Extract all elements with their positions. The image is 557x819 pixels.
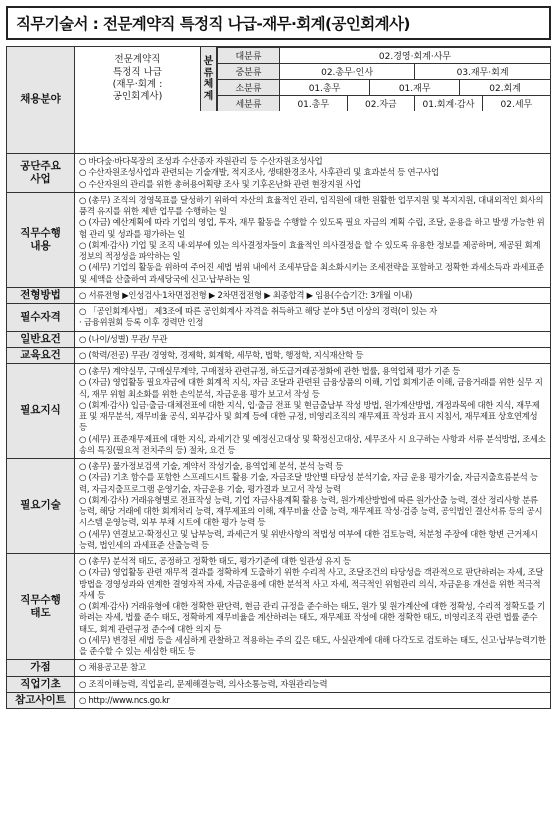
- section-row: [7, 459, 551, 554]
- section-label: 필수자격: [7, 304, 75, 332]
- section-item: ○ 수산자원의 관리를 위한 총허용어획량 조사 및 기후온난화 관련 현장지원 사업: [79, 178, 362, 189]
- section-content: [75, 287, 551, 303]
- classification-level-label: 소분류: [218, 80, 280, 96]
- section-label: 직업기초: [7, 676, 75, 692]
- section-content: [75, 347, 551, 363]
- section-row: [7, 364, 551, 459]
- section-item: ○ (세무) 변경된 세법 등을 세심하게 관찰하고 적용하는 주의 깊은 태도, 사실관계에 대해 다각도로 검토하는 태도, 신고·납부능력기한을 준수할 수 있는 세심한 태도 등: [79, 634, 546, 656]
- section-item: ○ (자금) 예산계획에 따라 기업의 영업, 투자, 재무 활동을 수행할 수 있도록 필요 자금의 계획 수립, 조달, 운용을 하고 발생 가능한 위험 관리 및 성과를 평가하는 일: [79, 217, 545, 239]
- section-item: ○ (회계·감사) 입금·출금·대체전표에 대한 지식, 입·출금 전표 및 현금출납부 작성 방법, 원가계산방법, 개정과목에 대한 지식, 재무제표 및 재무분석, 재무비율 공식, 외부감사 및 회계 등에 대한 규정, 비영리조직의 재무제표 작성과 표시 지침서, 재무제표 상호연계성 등: [79, 399, 540, 433]
- category-system-char: 계: [203, 90, 214, 102]
- section-label: 참고사이트: [7, 692, 75, 708]
- section-content: [75, 554, 551, 660]
- classification-value: 02.총무·인사: [280, 64, 415, 80]
- section-item: ○ 조직이해능력, 직업윤리, 문제해결능력, 의사소통능력, 자원관리능력: [79, 678, 328, 689]
- category-system-char: 체: [203, 79, 214, 90]
- section-item: ○ (세무) 표준재무제표에 대한 지식, 과세기간 및 예정신고대상 및 확정신고대상, 세무조사 시 요구하는 사항과 서류 분석방법, 조세소송의 특징(필요적 전치주의 등) 절차, 요건 등: [79, 433, 546, 455]
- section-content: [75, 192, 551, 287]
- section-item: ○ (자금) 영업활동 필요자금에 대한 회계적 지식, 자금 조달과 관련된 금융상품의 이해, 기업 회계기준 이해, 금융거래를 위한 실무 지식, 재무 위험 최소화를 위한 손익분석, 자금운용 평가 보고서 작성 등: [79, 377, 543, 399]
- section-item: ○ 채용공고문 참고: [79, 662, 146, 673]
- section-item: ○ 서류전형 ▶인성검사·1차면접전형 ▶ 2차면접전형 ▶ 최종합격 ▶ 임용(수습기간: 3개월 이내): [79, 289, 413, 300]
- section-row: [7, 660, 551, 676]
- section-item: ○ (총무) 분석적 태도, 공정하고 정확한 태도, 평가기준에 대한 일관성 유지 등: [79, 556, 351, 566]
- classification-value: 01.회계·감사: [415, 96, 483, 112]
- classification-level-row: [218, 96, 551, 112]
- section-content: [75, 676, 551, 692]
- section-label: 교육요건: [7, 347, 75, 363]
- classification-value: 01.총무: [280, 80, 370, 96]
- section-row: [7, 554, 551, 660]
- classification-value: 01.재무: [370, 80, 460, 96]
- section-content: [75, 364, 551, 459]
- section-item: ○ (학력/전공) 무관/ 경영학, 경제학, 회계학, 세무학, 법학, 행정학, 지식재산학 등: [79, 349, 364, 360]
- job-name-line: (재무·회계 :: [112, 79, 163, 90]
- section-row: [7, 676, 551, 692]
- section-item: ○ http://www.ncs.go.kr: [79, 694, 170, 705]
- job-name-line: 특정직 나급: [113, 66, 162, 78]
- section-row: [7, 304, 551, 332]
- section-item: ○ (나이/성별) 무관/ 무관: [79, 333, 168, 344]
- section-item: ○ 바다숲·바다목장의 조성과 수산종자 자원관리 등 수산자원조성사업: [79, 156, 323, 166]
- document-title: 직무기술서 : 전문계약직 특정직 나급-재무·회계(공인회계사): [6, 6, 551, 40]
- section-row: [7, 692, 551, 708]
- section-item: ○ (자금) 영업활동 관련 재무적 결과를 정확하게 도출하기 위한 수리적 사고, 조달조건의 타당성을 객관적으로 판단하려는 자세, 조달방법을 경영성과와 연계한 결영자적 자세, 자금운용에 대한 분석적 사고 자세, 적극적인 위험관리 의식, 자금운용 개선을 위한 적극적 자세 등: [79, 567, 544, 600]
- section-label: 전형방법: [7, 287, 75, 303]
- section-item: ○ (회계·감사) 거래유형에 대한 정확한 판단력, 현금 관리 규정을 준수하는 태도, 원가 및 원가계산에 대한 정확성, 수리적 정확도를 기하려는 자세, 법률 준수 태도, 정확하게 재무비율을 계산하려는 태도, 재무제표 작성에 대한 정확한 태도, 비영리조직 관련 법률 준수 태도, 회계 관련규정 준수에 대한 의지 등: [79, 601, 546, 634]
- classification-level-row: [218, 80, 551, 96]
- category-system-label: [201, 47, 217, 111]
- section-label: 필요지식: [7, 364, 75, 459]
- section-row: [7, 154, 551, 193]
- section-item: ○ 「공인회계사법」 제3조에 따른 공인회계사 자격을 취득하고 해당 분야 5년 이상의 경력(이 있는 자: [79, 306, 437, 316]
- section-label: 직무수행 내용: [7, 192, 75, 287]
- classification-value: 02.회계: [460, 80, 550, 96]
- classification-level-label: 세분류: [218, 96, 280, 112]
- classification-value: 02.세무: [482, 96, 550, 112]
- classification-level-row: [218, 64, 551, 80]
- section-item: ○ (회계·감사) 기업 및 조직 내·외부에 있는 의사결정자들이 효율적인 의사결정을 할 수 있도록 유용한 정보를 제공하며, 제공된 회계정보의 적정성을 파악하는 일: [79, 239, 541, 261]
- section-content: [75, 660, 551, 676]
- section-label: 공단주요 사업: [7, 154, 75, 193]
- section-row: [7, 192, 551, 287]
- section-item: ○ 수산자원조성사업과 관련되는 기술개발, 적지조사, 생태환경조사, 사후관리 및 효과분석 등 연구사업: [79, 167, 439, 178]
- classification-level-row: [218, 48, 551, 64]
- classification-value: 03.재무·회계: [415, 64, 550, 80]
- section-item: ○ (회계·감사) 거래유형별로 전표작성 능력, 기업 자금사용계획 활용 능력, 원가계산방법에 따른 원가산출 능력, 결산 정리사항 분류 능력, 해당 거래에 대한 회계처리 능력, 재무제표의 이해, 재무비율 산출 능력, 재무제표 작성·검증 능력, 공익법인 결산서류 등의 공시시스템 운영능력, 외부 부채 시트에 대한 평가 능력 등: [79, 494, 543, 528]
- section-row: [7, 347, 551, 363]
- classification-value: 02.경영·회계·사무: [280, 48, 551, 64]
- section-label: 직무수행 태도: [7, 554, 75, 660]
- section-row: [7, 287, 551, 303]
- section-item: ○ (총무) 조직의 경영목표를 달성하기 위하여 자산의 효율적인 관리, 임직원에 대한 원활한 업무지원 및 복지지원, 대내외적인 회사의 품격 유지를 위한 제반 업무를 수행하는 일: [79, 194, 544, 216]
- classification-grid: [217, 47, 550, 111]
- job-name-line: 전문계약직: [114, 54, 161, 66]
- section-item: ○ (자금) 기초 함수를 포함한 스프레드시트 활용 기술, 자금조달 방안별 타당성 분석기술, 자금 운용 평가기술, 자금지출흐름분석 능력, 자금지출프로그램 운영기술, 자금운용 기술, 평가결과 보고서 작성 능력: [79, 472, 538, 494]
- section-item: ○ (세무) 연결보고·확정신고 및 납부능력, 과세근거 및 위반사항의 적법성 여부에 대한 검토능력, 처분청 주장에 대한 항변 근거제시 능력, 법인세의 과세표준 산출능력 등: [79, 528, 538, 550]
- section-label: 가점: [7, 660, 75, 676]
- category-system-char: 분: [203, 56, 214, 67]
- classification-level-label: 중분류: [218, 64, 280, 80]
- job-description-table: [6, 46, 551, 709]
- section-content: [75, 331, 551, 347]
- section-item: ○ (총무) 물가정보검색 기술, 계약서 작성기술, 용역업체 분석, 분석 능력 등: [79, 461, 343, 471]
- category-system-char: 류: [203, 67, 214, 79]
- section-label: 필요기술: [7, 459, 75, 554]
- classification-level-label: 대분류: [218, 48, 280, 64]
- classification-value: 01.총무: [280, 96, 348, 112]
- section-item: ○ (세무) 기업의 활동을 위하여 주어진 세법 범위 내에서 조세부담을 최소화시키는 조세전략을 포함하고 정확한 과세소득과 과세표준 및 세액을 산출하여 과세당국에 신고·납부하는 일: [79, 262, 544, 284]
- section-content: [75, 154, 551, 193]
- section-content: [75, 459, 551, 554]
- section-item: · 금융위원회 등록 이후 경력만 인정: [79, 317, 204, 328]
- classification-value: 02.자금: [347, 96, 415, 112]
- job-name-line: 공인회계사): [112, 91, 163, 103]
- classification-row: [7, 47, 551, 154]
- job-name: [75, 47, 201, 111]
- section-content: [75, 692, 551, 708]
- section-content: [75, 304, 551, 332]
- section-item: ○ (총무) 계약실무, 구매실무계약, 구매절차 관련규정, 하도급거래공정화에 관한 법률, 용역업체 평가 기준 등: [79, 366, 460, 376]
- section-label: 일반요건: [7, 331, 75, 347]
- classification-label: 채용분야: [7, 47, 75, 154]
- section-row: [7, 331, 551, 347]
